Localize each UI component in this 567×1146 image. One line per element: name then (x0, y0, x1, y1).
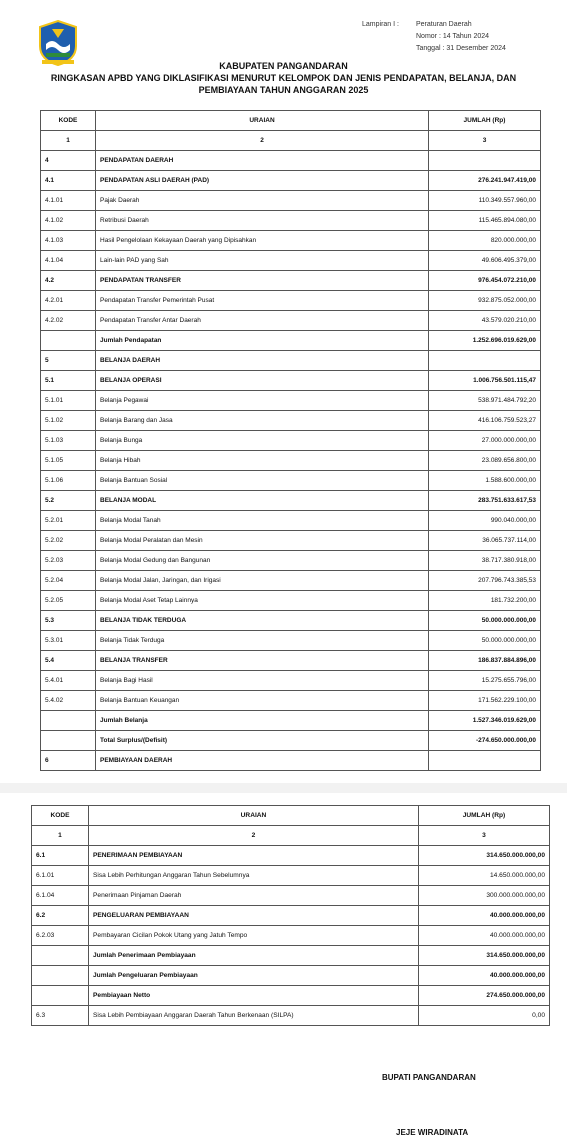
cell-uraian: Hasil Pengelolaan Kekayaan Daerah yang Dipisahkan (96, 231, 429, 251)
cell-jumlah: 23.089.656.800,00 (429, 451, 541, 471)
table-header-row (32, 806, 550, 826)
table-row (32, 946, 550, 966)
cell-kode: 5.2.03 (41, 551, 96, 571)
column-header-uraian: URAIAN (96, 111, 429, 131)
lampiran-value: Peraturan Daerah (416, 21, 472, 28)
table-row (32, 846, 550, 866)
cell-kode: 4 (41, 151, 96, 171)
table-row (41, 571, 541, 591)
cell-uraian: Jumlah Pendapatan (96, 331, 429, 351)
table-row (32, 886, 550, 906)
cell-jumlah: 110.349.557.960,00 (429, 191, 541, 211)
cell-kode: 4.1.04 (41, 251, 96, 271)
cell-kode: 5.4 (41, 651, 96, 671)
cell-jumlah: -274.650.000.000,00 (429, 731, 541, 751)
cell-uraian: Pembayaran Cicilan Pokok Utang yang Jatuh Tempo (89, 926, 419, 946)
cell-kode: 5.2 (41, 491, 96, 511)
title-line: RINGKASAN APBD YANG DIKLASIFIKASI MENURUT KELOMPOK DAN JENIS PENDAPATAN, BELANJA, DAN (50, 73, 517, 83)
cell-jumlah: 27.000.000.000,00 (429, 431, 541, 451)
signature-name: JEJE WIRADINATA (396, 1128, 469, 1137)
table-row (41, 411, 541, 431)
lampiran-row (362, 19, 506, 31)
cell-uraian: PENDAPATAN TRANSFER (96, 271, 429, 291)
cell-uraian: Belanja Modal Tanah (96, 511, 429, 531)
apbd-summary-table (40, 110, 541, 771)
title-line: PEMBIAYAAN TAHUN ANGGARAN 2025 (198, 85, 369, 95)
cell-jumlah: 50.000.000.000,00 (429, 611, 541, 631)
cell-kode: 5.2.04 (41, 571, 96, 591)
cell-kode: 6.2 (32, 906, 89, 926)
cell-uraian: PENDAPATAN DAERAH (96, 151, 429, 171)
cell-jumlah: 976.454.072.210,00 (429, 271, 541, 291)
cell-jumlah: 283.751.633.617,53 (429, 491, 541, 511)
cell-kode: 5 (41, 351, 96, 371)
cell-jumlah: 38.717.380.918,00 (429, 551, 541, 571)
column-number-row (41, 131, 541, 151)
table-row (41, 151, 541, 171)
title-line: KABUPATEN PANGANDARAN (219, 61, 348, 71)
cell-jumlah: 115.465.894.080,00 (429, 211, 541, 231)
cell-kode (32, 946, 89, 966)
cell-uraian: Sisa Lebih Pembiayaan Anggaran Daerah Tahun Berkenaan (SILPA) (89, 1006, 419, 1026)
table-row (41, 251, 541, 271)
cell-jumlah (429, 351, 541, 371)
table-row (32, 1006, 550, 1026)
cell-jumlah: 0,00 (419, 1006, 550, 1026)
cell-uraian: BELANJA TIDAK TERDUGA (96, 611, 429, 631)
cell-kode: 4.2.01 (41, 291, 96, 311)
cell-uraian: Belanja Bunga (96, 431, 429, 451)
column-number-row (32, 826, 550, 846)
cell-jumlah: 49.606.495.379,00 (429, 251, 541, 271)
cell-jumlah: 538.971.484.792,20 (429, 391, 541, 411)
signature-office: BUPATI PANGANDARAN (382, 1073, 476, 1082)
cell-jumlah: 314.650.000.000,00 (419, 946, 550, 966)
cell-kode: 6.1.01 (32, 866, 89, 886)
cell-uraian: Jumlah Belanja (96, 711, 429, 731)
table-row (41, 751, 541, 771)
table-row (41, 271, 541, 291)
table-row (41, 511, 541, 531)
cell-jumlah: 40.000.000.000,00 (419, 906, 550, 926)
table-row (41, 651, 541, 671)
cell-uraian: Belanja Modal Jalan, Jaringan, dan Irigasi (96, 571, 429, 591)
cell-jumlah: 1.252.696.019.629,00 (429, 331, 541, 351)
table-row (41, 711, 541, 731)
cell-uraian: Pendapatan Transfer Antar Daerah (96, 311, 429, 331)
cell-uraian: PENERIMAAN PEMBIAYAAN (89, 846, 419, 866)
cell-kode: 5.1.05 (41, 451, 96, 471)
table-row (32, 866, 550, 886)
cell-uraian: Penerimaan Pinjaman Daerah (89, 886, 419, 906)
cell-kode: 5.4.01 (41, 671, 96, 691)
table-row (41, 331, 541, 351)
cell-kode: 4.1 (41, 171, 96, 191)
table-row (41, 391, 541, 411)
cell-kode (41, 711, 96, 731)
lampiran-key: Lampiran I : (362, 21, 399, 28)
column-header-uraian: URAIAN (89, 806, 419, 826)
cell-uraian: Belanja Tidak Terduga (96, 631, 429, 651)
cell-uraian: Total Surplus/(Defisit) (96, 731, 429, 751)
table-row (41, 551, 541, 571)
page-divider (0, 783, 567, 793)
cell-jumlah: 40.000.000.000,00 (419, 966, 550, 986)
table-row (41, 291, 541, 311)
cell-jumlah: 181.732.200,00 (429, 591, 541, 611)
column-number: 2 (89, 826, 419, 846)
lampiran-key (362, 43, 416, 55)
cell-kode (41, 731, 96, 751)
table-row (41, 451, 541, 471)
cell-kode: 4.1.01 (41, 191, 96, 211)
table-row (41, 731, 541, 751)
cell-kode: 4.1.02 (41, 211, 96, 231)
cell-kode: 6.2.03 (32, 926, 89, 946)
cell-jumlah: 171.562.229.100,00 (429, 691, 541, 711)
lampiran-block (362, 19, 506, 55)
cell-jumlah: 207.796.743.385,53 (429, 571, 541, 591)
cell-kode: 5.1.01 (41, 391, 96, 411)
cell-kode: 5.2.01 (41, 511, 96, 531)
table-row (41, 631, 541, 651)
table-row (32, 986, 550, 1006)
cell-kode: 5.1.02 (41, 411, 96, 431)
table-row (41, 431, 541, 451)
lampiran-value: Tanggal : 31 Desember 2024 (416, 45, 506, 52)
lampiran-row (362, 31, 506, 43)
cell-kode: 6.1 (32, 846, 89, 866)
cell-jumlah (429, 751, 541, 771)
cell-kode: 6.3 (32, 1006, 89, 1026)
cell-jumlah: 1.527.346.019.629,00 (429, 711, 541, 731)
table-header-row (41, 111, 541, 131)
cell-uraian: Pembiayaan Netto (89, 986, 419, 1006)
cell-jumlah (429, 151, 541, 171)
column-number: 3 (429, 131, 541, 151)
cell-kode (32, 986, 89, 1006)
cell-jumlah: 820.000.000,00 (429, 231, 541, 251)
table-row (41, 191, 541, 211)
cell-jumlah: 50.000.000.000,00 (429, 631, 541, 651)
cell-jumlah: 186.837.884.896,00 (429, 651, 541, 671)
cell-jumlah: 43.579.020.210,00 (429, 311, 541, 331)
cell-kode (32, 966, 89, 986)
table-row (41, 311, 541, 331)
cell-jumlah: 300.000.000.000,00 (419, 886, 550, 906)
table-row (41, 611, 541, 631)
cell-jumlah: 36.065.737.114,00 (429, 531, 541, 551)
cell-kode: 5.4.02 (41, 691, 96, 711)
table-row (41, 231, 541, 251)
table-row (32, 906, 550, 926)
table-row (41, 531, 541, 551)
pembiayaan-table (31, 805, 550, 1026)
cell-jumlah: 15.275.655.796,00 (429, 671, 541, 691)
cell-jumlah: 990.040.000,00 (429, 511, 541, 531)
table-row (32, 966, 550, 986)
cell-kode: 5.1.03 (41, 431, 96, 451)
cell-uraian: Sisa Lebih Perhitungan Anggaran Tahun Sebelumnya (89, 866, 419, 886)
column-number: 1 (32, 826, 89, 846)
cell-uraian: Belanja Bagi Hasil (96, 671, 429, 691)
cell-uraian: Jumlah Penerimaan Pembiayaan (89, 946, 419, 966)
lampiran-value: Nomor : 14 Tahun 2024 (416, 33, 490, 40)
cell-jumlah: 1.588.600.000,00 (429, 471, 541, 491)
cell-kode: 4.1.03 (41, 231, 96, 251)
column-number: 3 (419, 826, 550, 846)
cell-uraian: PENDAPATAN ASLI DAERAH (PAD) (96, 171, 429, 191)
table-row (41, 491, 541, 511)
cell-uraian: PEMBIAYAAN DAERAH (96, 751, 429, 771)
cell-jumlah: 274.650.000.000,00 (419, 986, 550, 1006)
cell-uraian: BELANJA OPERASI (96, 371, 429, 391)
column-header-kode: KODE (32, 806, 89, 826)
lampiran-row (362, 43, 506, 55)
cell-jumlah: 932.875.052.000,00 (429, 291, 541, 311)
cell-jumlah: 416.106.759.523,27 (429, 411, 541, 431)
table-row (41, 671, 541, 691)
cell-uraian: PENGELUARAN PEMBIAYAAN (89, 906, 419, 926)
table-row (41, 171, 541, 191)
cell-uraian: Belanja Bantuan Sosial (96, 471, 429, 491)
column-number: 2 (96, 131, 429, 151)
column-header-jumlah: JUMLAH (Rp) (429, 111, 541, 131)
table-row (41, 371, 541, 391)
cell-jumlah: 40.000.000.000,00 (419, 926, 550, 946)
cell-uraian: BELANJA MODAL (96, 491, 429, 511)
cell-kode: 6 (41, 751, 96, 771)
cell-kode: 6.1.04 (32, 886, 89, 906)
table-row (32, 926, 550, 946)
table-row (41, 211, 541, 231)
cell-jumlah: 14.650.000.000,00 (419, 866, 550, 886)
cell-kode: 4.2 (41, 271, 96, 291)
cell-uraian: BELANJA TRANSFER (96, 651, 429, 671)
cell-uraian: Belanja Modal Aset Tetap Lainnya (96, 591, 429, 611)
cell-uraian: Pendapatan Transfer Pemerintah Pusat (96, 291, 429, 311)
cell-kode: 5.3 (41, 611, 96, 631)
cell-jumlah: 276.241.947.419,00 (429, 171, 541, 191)
column-header-jumlah: JUMLAH (Rp) (419, 806, 550, 826)
cell-uraian: Retribusi Daerah (96, 211, 429, 231)
cell-uraian: Belanja Barang dan Jasa (96, 411, 429, 431)
table-row (41, 351, 541, 371)
table-row (41, 591, 541, 611)
cell-uraian: Lain-lain PAD yang Sah (96, 251, 429, 271)
cell-kode: 5.3.01 (41, 631, 96, 651)
cell-kode: 5.1.06 (41, 471, 96, 491)
cell-uraian: BELANJA DAERAH (96, 351, 429, 371)
cell-uraian: Jumlah Pengeluaran Pembiayaan (89, 966, 419, 986)
cell-uraian: Belanja Bantuan Keuangan (96, 691, 429, 711)
document-title (0, 60, 567, 96)
table-row (41, 691, 541, 711)
cell-kode (41, 331, 96, 351)
cell-kode: 5.1 (41, 371, 96, 391)
cell-kode: 5.2.05 (41, 591, 96, 611)
column-header-kode: KODE (41, 111, 96, 131)
cell-jumlah: 1.006.756.501.115,47 (429, 371, 541, 391)
cell-uraian: Belanja Modal Peralatan dan Mesin (96, 531, 429, 551)
cell-kode: 4.2.02 (41, 311, 96, 331)
lampiran-key (362, 31, 416, 43)
cell-uraian: Belanja Hibah (96, 451, 429, 471)
cell-uraian: Belanja Modal Gedung dan Bangunan (96, 551, 429, 571)
table-row (41, 471, 541, 491)
cell-uraian: Pajak Daerah (96, 191, 429, 211)
cell-uraian: Belanja Pegawai (96, 391, 429, 411)
column-number: 1 (41, 131, 96, 151)
cell-kode: 5.2.02 (41, 531, 96, 551)
cell-jumlah: 314.650.000.000,00 (419, 846, 550, 866)
